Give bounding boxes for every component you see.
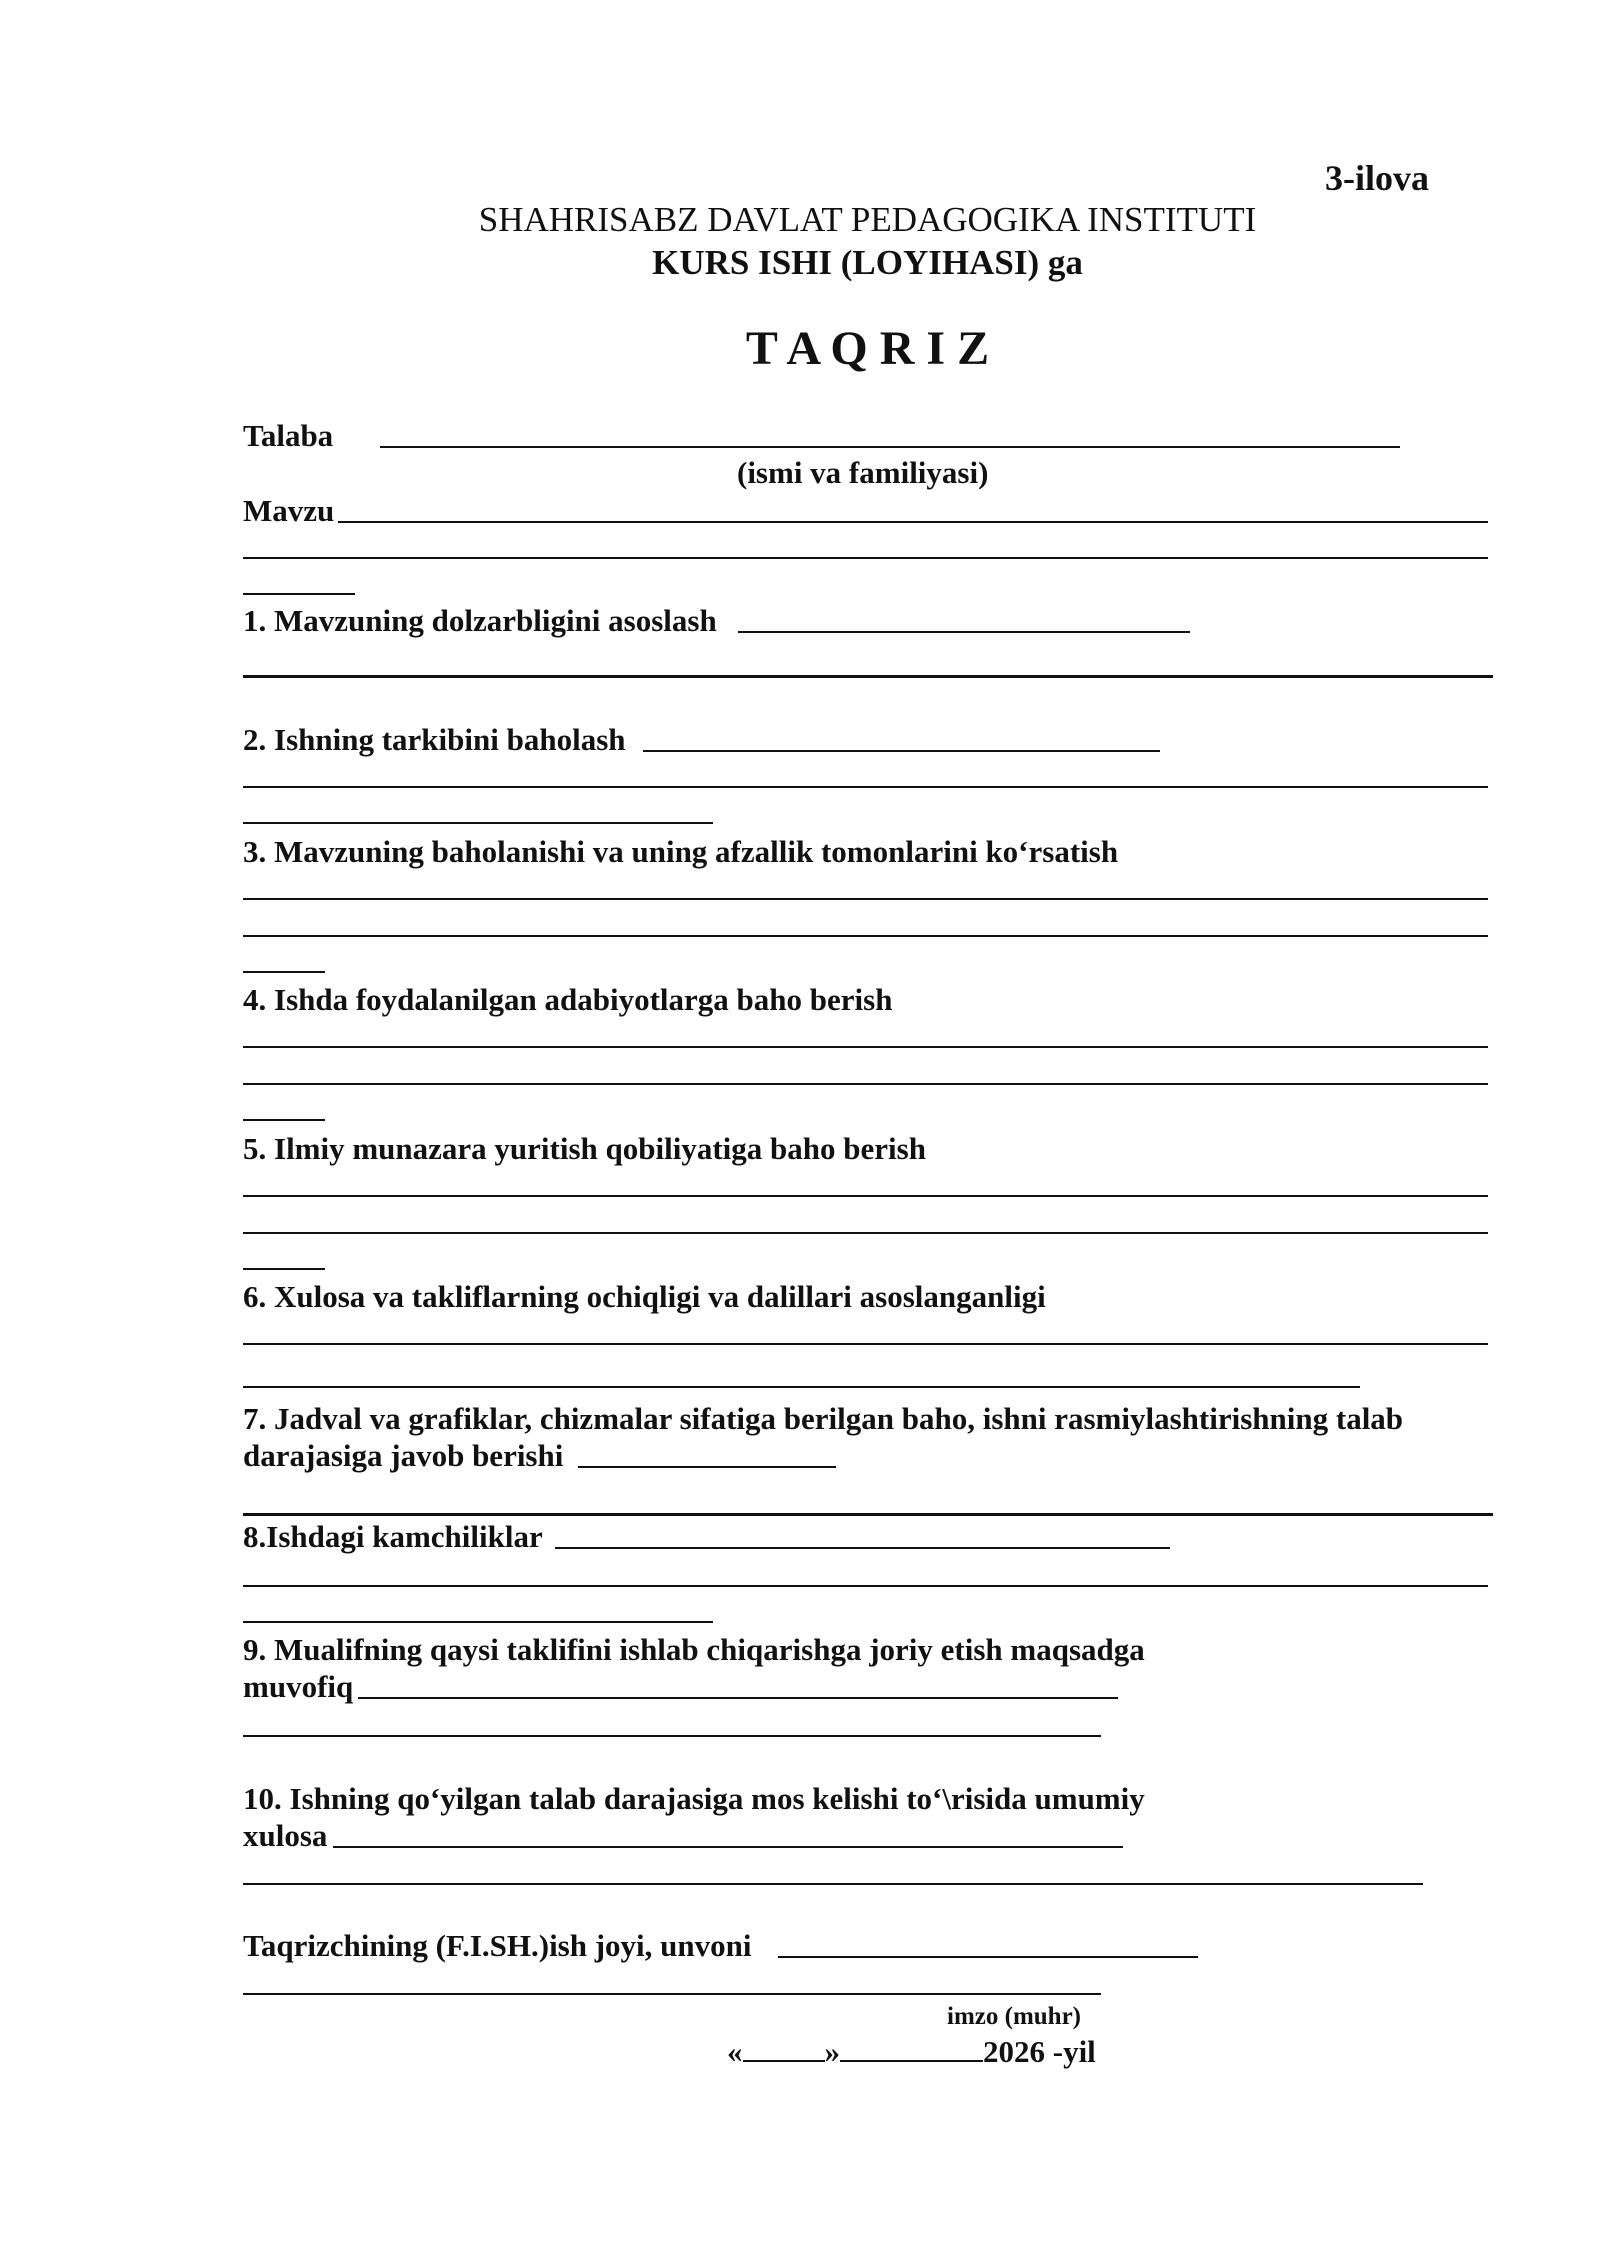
student-label: Talaba (243, 418, 334, 453)
date-month-field[interactable] (840, 2036, 983, 2062)
section-1-line[interactable] (243, 675, 1493, 678)
student-name-hint: (ismi va familiyasi) (737, 455, 989, 490)
reviewer-line[interactable] (243, 1993, 1101, 1995)
section-4-line-3[interactable] (243, 1119, 325, 1121)
section-7-line[interactable] (243, 1513, 1493, 1516)
section-7-label-line1: 7. Jadval va grafiklar, chizmalar sifatiga berilgan baho, ishni rasmiylashtirishning talab (243, 1401, 1404, 1436)
date-day-field[interactable] (743, 2036, 825, 2062)
section-2-line-1[interactable] (243, 786, 1488, 788)
reviewer-label: Taqrizchining (F.I.SH.)ish joyi, unvoni (243, 1928, 752, 1963)
section-1-inline-line[interactable] (738, 631, 1190, 633)
date-close-quote: » (824, 2034, 840, 2069)
section-7-label-line2: darajasiga javob berishi (243, 1438, 564, 1473)
student-name-line[interactable] (380, 446, 1400, 448)
date-open-quote: « (727, 2034, 743, 2069)
section-5-line-3[interactable] (243, 1268, 325, 1270)
date-year: 2026 -yil (983, 2034, 1096, 2069)
annex-label: 3-ilova (1325, 158, 1429, 198)
section-3-label: 3. Mavzuning baholanishi va uning afzallik tomonlarini ko‘rsatish (243, 834, 1119, 869)
section-9-line[interactable] (243, 1735, 1101, 1737)
section-5-line-1[interactable] (243, 1195, 1488, 1197)
section-9-label-line2: muvofiq (243, 1669, 354, 1704)
section-7-inline-line[interactable] (578, 1466, 836, 1468)
signature-hint: imzo (muhr) (947, 2003, 1081, 2030)
section-1-label: 1. Mavzuning dolzarbligini asoslash (243, 603, 717, 638)
section-10-label-line1: 10. Ishning qo‘yilgan talab darajasiga mos kelishi to‘\risida umumiy (243, 1781, 1145, 1816)
section-4-line-1[interactable] (243, 1046, 1488, 1048)
section-5-label: 5. Ilmiy munazara yuritish qobiliyatiga baho berish (243, 1131, 926, 1166)
section-4-line-2[interactable] (243, 1083, 1488, 1085)
section-8-line-1[interactable] (243, 1585, 1488, 1587)
section-10-inline-line[interactable] (333, 1846, 1123, 1848)
section-6-line-1[interactable] (243, 1343, 1488, 1345)
section-8-line-2[interactable] (243, 1621, 713, 1623)
institute-name: SHAHRISABZ DAVLAT PEDAGOGIKA INSTITUTI (478, 200, 1257, 239)
section-2-inline-line[interactable] (643, 750, 1160, 752)
section-10-label-line2: xulosa (243, 1818, 328, 1853)
topic-line-3[interactable] (243, 593, 355, 595)
section-8-label: 8.Ishdagi kamchiliklar (243, 1519, 543, 1554)
section-9-label-line1: 9. Mualifning qaysi taklifini ishlab chiqarishga joriy etish maqsadga (243, 1632, 1145, 1667)
section-6-label: 6. Xulosa va takliflarning ochiqligi va dalillari asoslanganligi (243, 1279, 1046, 1314)
section-9-inline-line[interactable] (358, 1697, 1118, 1699)
section-5-line-2[interactable] (243, 1232, 1488, 1234)
reviewer-inline-line[interactable] (778, 1956, 1198, 1958)
section-3-line-2[interactable] (243, 935, 1488, 937)
form-subtitle: KURS ISHI (LOYIHASI) ga (652, 243, 1083, 282)
section-2-line-2[interactable] (243, 822, 713, 824)
topic-line-2[interactable] (243, 557, 1488, 559)
form-title: T A Q R I Z (745, 322, 990, 375)
date-line (727, 2036, 1096, 2067)
section-10-line[interactable] (243, 1883, 1423, 1885)
topic-line-1[interactable] (338, 521, 1488, 523)
section-8-inline-line[interactable] (555, 1547, 1170, 1549)
section-6-line-2[interactable] (243, 1386, 1360, 1388)
section-2-label: 2. Ishning tarkibini baholash (243, 722, 626, 757)
topic-label: Mavzu (243, 493, 335, 528)
section-3-line-3[interactable] (243, 971, 325, 973)
section-3-line-1[interactable] (243, 898, 1488, 900)
section-4-label: 4. Ishda foydalanilgan adabiyotlarga baho berish (243, 982, 893, 1017)
